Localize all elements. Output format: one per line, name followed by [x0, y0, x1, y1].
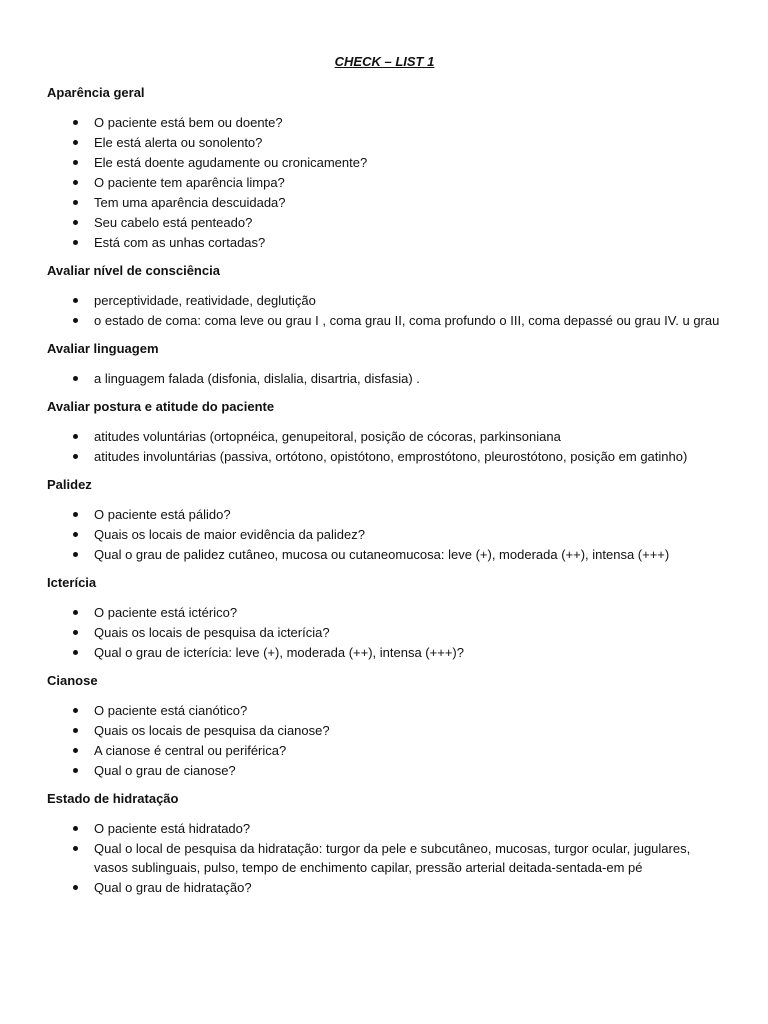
bullet-list — [47, 291, 722, 330]
list-item: Quais os locais de pesquisa da icterícia? — [47, 623, 722, 642]
list-item: o estado de coma: coma leve ou grau I , coma grau II, coma profundo o III, coma depassé ou grau IV. u grau — [47, 311, 722, 330]
bullet-list — [47, 819, 722, 897]
list-item: Qual o grau de cianose? — [47, 761, 722, 780]
bullet-list — [47, 505, 722, 564]
section-nivel-consciencia — [47, 262, 722, 330]
list-item: Quais os locais de pesquisa da cianose? — [47, 721, 722, 740]
section-heading: Avaliar nível de consciência — [47, 263, 220, 278]
section-hidratacao — [47, 790, 722, 897]
list-item: O paciente está pálido? — [47, 505, 722, 524]
list-item: O paciente está cianótico? — [47, 701, 722, 720]
section-linguagem — [47, 340, 722, 388]
section-heading: Icterícia — [47, 575, 97, 590]
section-heading: Aparência geral — [47, 85, 145, 100]
section-heading: Avaliar linguagem — [47, 341, 159, 356]
list-item: Tem uma aparência descuidada? — [47, 193, 722, 212]
list-item: O paciente está ictérico? — [47, 603, 722, 622]
list-item: O paciente tem aparência limpa? — [47, 173, 722, 192]
section-heading: Avaliar postura e atitude do paciente — [47, 399, 275, 414]
list-item: O paciente está hidratado? — [47, 819, 722, 838]
list-item: Qual o grau de palidez cutâneo, mucosa ou cutaneomucosa: leve (+), moderada (++), intensa (+++) — [47, 545, 722, 564]
section-heading: Palidez — [47, 477, 92, 492]
bullet-list — [47, 369, 722, 388]
section-heading: Cianose — [47, 673, 98, 688]
list-item: Está com as unhas cortadas? — [47, 233, 722, 252]
list-item: O paciente está bem ou doente? — [47, 113, 722, 132]
list-item: Seu cabelo está penteado? — [47, 213, 722, 232]
list-item: Ele está alerta ou sonolento? — [47, 133, 722, 152]
bullet-list — [47, 113, 722, 252]
list-item: atitudes involuntárias (passiva, ortótono, opistótono, emprostótono, pleurostótono, posição em gatinho) — [47, 447, 722, 466]
document-title: CHECK – LIST 1 — [334, 54, 435, 69]
section-palidez — [47, 476, 722, 564]
list-item: A cianose é central ou periférica? — [47, 741, 722, 760]
list-item: Qual o grau de hidratação? — [47, 878, 722, 897]
list-item: Qual o grau de icterícia: leve (+), moderada (++), intensa (+++)? — [47, 643, 722, 662]
section-cianose — [47, 672, 722, 780]
list-item: atitudes voluntárias (ortopnéica, genupeitoral, posição de cócoras, parkinsoniana — [47, 427, 722, 446]
list-item: perceptividade, reatividade, deglutição — [47, 291, 722, 310]
list-item: a linguagem falada (disfonia, dislalia, disartria, disfasia) . — [47, 369, 722, 388]
list-item: Quais os locais de maior evidência da palidez? — [47, 525, 722, 544]
section-ictericia — [47, 574, 722, 662]
section-postura-atitude — [47, 398, 722, 466]
list-item: Ele está doente agudamente ou cronicamente? — [47, 153, 722, 172]
bullet-list — [47, 701, 722, 780]
bullet-list — [47, 603, 722, 662]
list-item: Qual o local de pesquisa da hidratação: turgor da pele e subcutâneo, mucosas, turgor ocular, jugulares, vasos sublinguais, pulso, tempo de enchimento capilar, pressão arterial deitada-sentada-em pé — [47, 839, 722, 877]
section-aparencia-geral — [47, 84, 722, 252]
section-heading: Estado de hidratação — [47, 791, 179, 806]
bullet-list — [47, 427, 722, 466]
